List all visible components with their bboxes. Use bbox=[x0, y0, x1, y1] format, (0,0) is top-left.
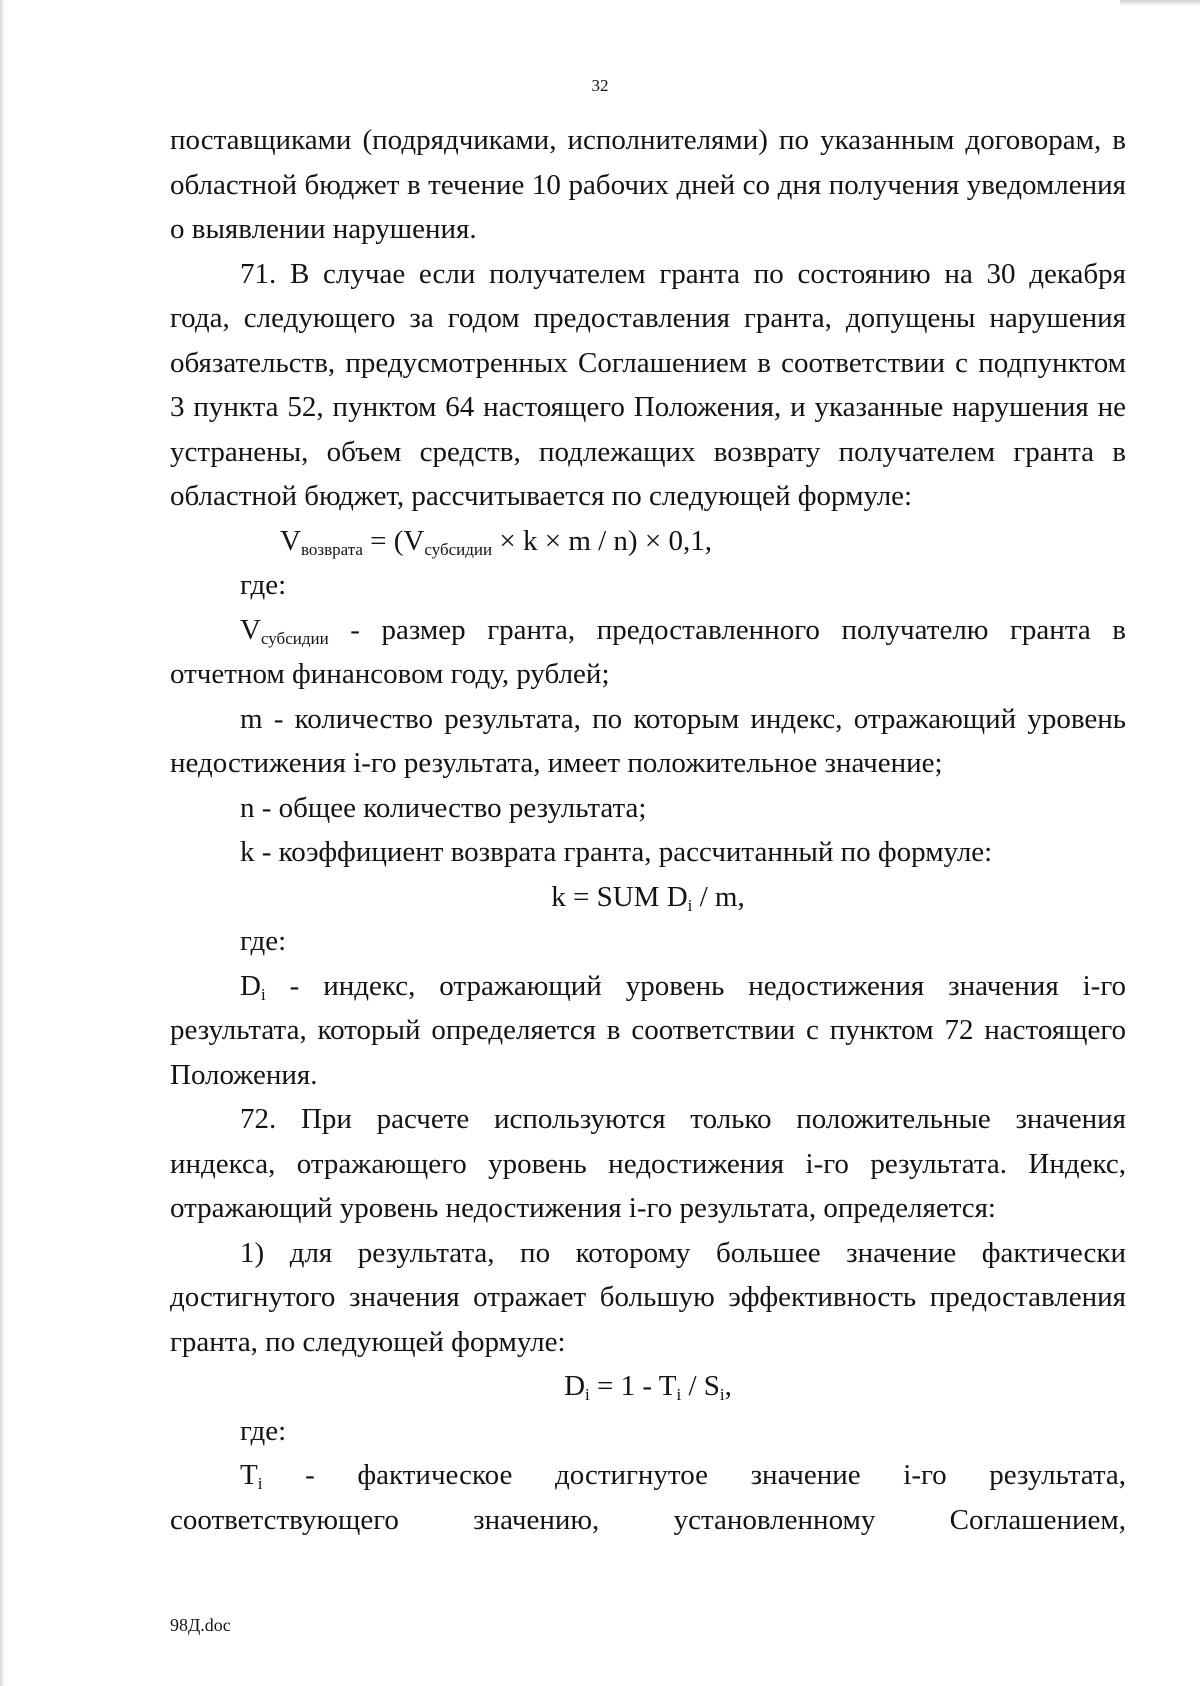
definition-n: n - общее количество результата; bbox=[240, 791, 647, 824]
formula-di bbox=[170, 1364, 1126, 1409]
formula-di-sub1: i bbox=[585, 1384, 590, 1404]
formula-v-symbol: V bbox=[280, 524, 301, 557]
formula-di-b: = 1 - T bbox=[589, 1370, 677, 1402]
formula-rhs: × k × m / n) × 0,1, bbox=[492, 524, 712, 557]
formula-k-b: / m, bbox=[692, 880, 745, 913]
def-v-subscript: субсидии bbox=[260, 628, 329, 648]
def-v-text: - размер гранта, предоставленного получателю гранта в отчетном финансовом году, рублей; bbox=[170, 613, 1126, 690]
scan-edge-left bbox=[0, 0, 6, 1686]
formula-k-a: k = SUM D bbox=[551, 880, 688, 913]
where-label-1: где: bbox=[240, 569, 287, 601]
formula-v-subscript-return: возврата bbox=[300, 539, 363, 559]
def-ti-text: - фактическое достигнутое значение i-го результата, соответствующего значению, установленному Соглашением, bbox=[170, 1459, 1126, 1536]
paragraph-71: 71. В случае если получателем гранта по состоянию на 30 декабря года, следующего за годом предоставления гранта, допущены нарушения обязательств, предусмотренных Соглашением в соответствии с подпунктом 3 пункта 52, пунктом 64 настоящего Положения, и указанные нарушения не устранены, объем средств, подлежащих возврату получателем гранта в областной бюджет, рассчитывается по следующей формуле: bbox=[170, 257, 1126, 512]
formula-di-sub2: i bbox=[676, 1384, 682, 1404]
paragraph-72-item-1: 1) для результата, по которому большее значение фактически достигнутого значения отражает большую эффективность предоставления гранта, по следующей формуле: bbox=[170, 1236, 1126, 1358]
def-di-symbol: D bbox=[240, 969, 261, 1002]
def-ti-symbol: T bbox=[240, 1459, 258, 1491]
def-di-subscript: i bbox=[260, 984, 266, 1004]
page-number: 32 bbox=[591, 76, 609, 95]
formula-k-subscript: i bbox=[687, 895, 693, 915]
definition-v-subsidy bbox=[170, 608, 1126, 697]
formula-di-a: D bbox=[564, 1370, 586, 1402]
definition-di bbox=[170, 964, 1126, 1098]
paragraph-72: 72. При расчете используются только положительные значения индекса, отражающего уровень недостижения i-го результата. Индекс, отражающий уровень недостижения i-го результата, определяется: bbox=[170, 1103, 1126, 1224]
formula-k bbox=[170, 875, 1126, 920]
formula-v-subscript-subsidy: субсидии bbox=[424, 539, 493, 559]
where-label-3: где: bbox=[240, 1414, 287, 1447]
where-label-2: где: bbox=[240, 925, 287, 957]
formula-di-d: , bbox=[724, 1370, 732, 1402]
def-di-text: - индекс, отражающий уровень недостижения значения i-го результата, который определяется в соответствии с пунктом 72 настоящего Положения. bbox=[170, 969, 1126, 1091]
formula-return-volume bbox=[170, 519, 1126, 564]
def-v-symbol: V bbox=[240, 613, 261, 646]
def-ti-subscript: i bbox=[257, 1473, 263, 1493]
formula-di-sub3: i bbox=[719, 1384, 725, 1404]
definition-k: k - коэффициент возврата гранта, рассчитанный по формуле: bbox=[240, 836, 993, 868]
formula-v-subsidy-symbol: = (V bbox=[362, 524, 425, 557]
footer-filename: 98Д.doc bbox=[170, 1615, 231, 1635]
definition-m: m - количество результата, по которым индекс, отражающий уровень недостижения i-го результата, имеет положительное значение; bbox=[170, 702, 1126, 779]
scan-edge-top bbox=[1120, 0, 1200, 6]
paragraph-continuation: поставщиками (подрядчиками, исполнителями) по указанным договорам, в областной бюджет в течение 10 рабочих дней со дня получения уведомления о выявлении нарушения. bbox=[170, 124, 1126, 245]
document-body bbox=[170, 118, 1126, 1542]
definition-ti bbox=[170, 1453, 1126, 1542]
formula-di-c: / S bbox=[681, 1370, 720, 1402]
